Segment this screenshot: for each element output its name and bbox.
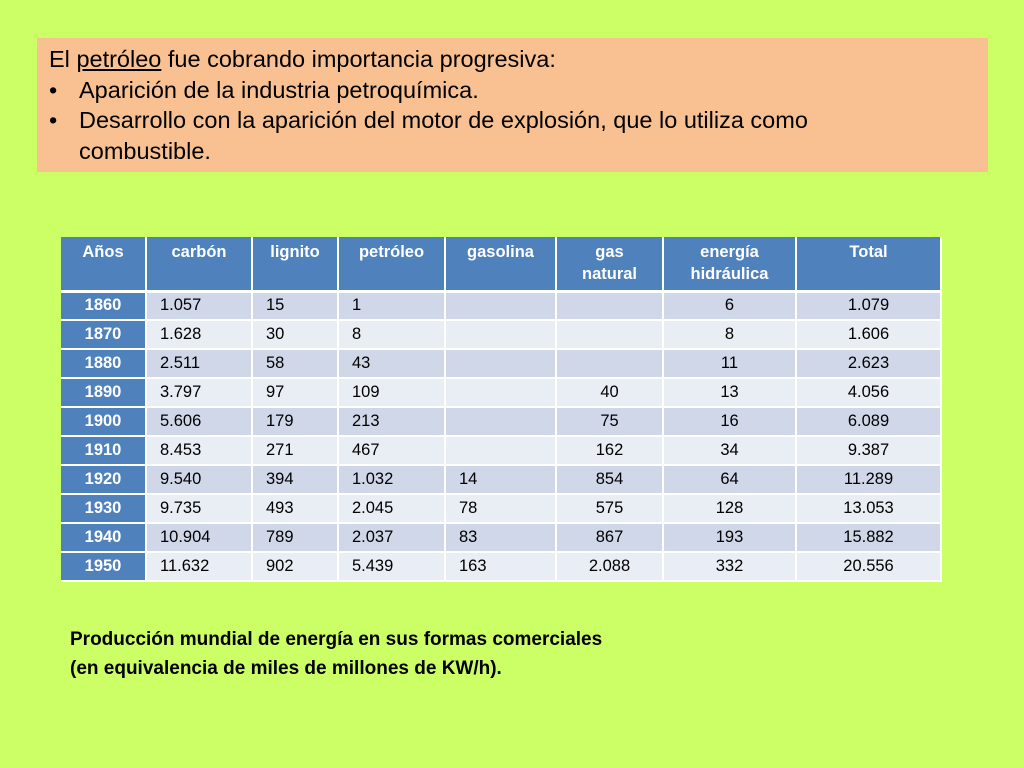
table-cell xyxy=(556,349,663,378)
year-cell: 1880 xyxy=(61,349,146,378)
table-cell: 58 xyxy=(252,349,338,378)
table-cell: 6 xyxy=(663,291,796,320)
bullet-text-line1: Desarrollo con la aparición del motor de explosión, que lo utiliza como xyxy=(79,107,808,133)
table-cell: 854 xyxy=(556,465,663,494)
table-row xyxy=(61,407,941,436)
table-cell: 789 xyxy=(252,523,338,552)
year-cell: 1920 xyxy=(61,465,146,494)
energy-production-table xyxy=(61,237,942,582)
intro-suffix: fue cobrando importancia progresiva: xyxy=(161,46,556,72)
table-cell: 179 xyxy=(252,407,338,436)
year-cell: 1870 xyxy=(61,320,146,349)
table-cell xyxy=(445,320,556,349)
table-row xyxy=(61,494,941,523)
table-row xyxy=(61,552,941,581)
table-cell: 2.511 xyxy=(146,349,252,378)
year-cell: 1930 xyxy=(61,494,146,523)
table-cell: 271 xyxy=(252,436,338,465)
table-cell: 5.606 xyxy=(146,407,252,436)
table-cell: 40 xyxy=(556,378,663,407)
table-cell: 867 xyxy=(556,523,663,552)
table-cell: 128 xyxy=(663,494,796,523)
column-header: gasolina xyxy=(445,237,556,291)
table-cell: 20.556 xyxy=(796,552,941,581)
column-header: carbón xyxy=(146,237,252,291)
bullet-text-line2: combustible. xyxy=(79,137,211,164)
table-row xyxy=(61,349,941,378)
table-cell: 467 xyxy=(338,436,445,465)
table-row xyxy=(61,436,941,465)
table-cell: 64 xyxy=(663,465,796,494)
table-cell: 83 xyxy=(445,523,556,552)
table-cell: 11.289 xyxy=(796,465,941,494)
column-header: energía hidráulica xyxy=(663,237,796,291)
year-cell: 1890 xyxy=(61,378,146,407)
table-cell: 9.540 xyxy=(146,465,252,494)
table-cell: 1.628 xyxy=(146,320,252,349)
table-cell: 332 xyxy=(663,552,796,581)
table-caption xyxy=(70,625,602,683)
table-cell: 75 xyxy=(556,407,663,436)
table-cell: 2.623 xyxy=(796,349,941,378)
year-cell: 1950 xyxy=(61,552,146,581)
table-cell: 78 xyxy=(445,494,556,523)
year-cell: 1860 xyxy=(61,291,146,320)
bullet-item-2 xyxy=(49,105,978,166)
table-cell: 10.904 xyxy=(146,523,252,552)
caption-line1: Producción mundial de energía en sus formas comerciales xyxy=(70,629,603,650)
intro-prefix: El xyxy=(49,46,77,72)
table-row xyxy=(61,291,941,320)
table-cell: 4.056 xyxy=(796,378,941,407)
bullet-text: Aparición de la industria petroquímica. xyxy=(79,76,479,103)
table-cell: 8 xyxy=(663,320,796,349)
table-cell: 109 xyxy=(338,378,445,407)
table-cell: 575 xyxy=(556,494,663,523)
intro-keyword: petróleo xyxy=(76,46,162,72)
caption-line2: (en equivalencia de miles de millones de KW/h). xyxy=(70,658,502,679)
table-cell: 15 xyxy=(252,291,338,320)
table-cell: 394 xyxy=(252,465,338,494)
table-cell: 162 xyxy=(556,436,663,465)
table-cell: 34 xyxy=(663,436,796,465)
table-cell: 9.735 xyxy=(146,494,252,523)
table-cell: 2.088 xyxy=(556,552,663,581)
bullet-dot: • xyxy=(49,76,58,103)
table-cell: 5.439 xyxy=(338,552,445,581)
table-cell xyxy=(556,291,663,320)
year-cell: 1900 xyxy=(61,407,146,436)
table-cell: 1.032 xyxy=(338,465,445,494)
table-cell xyxy=(445,436,556,465)
column-header: gas natural xyxy=(556,237,663,291)
table-row xyxy=(61,523,941,552)
intro-text-box xyxy=(37,38,988,172)
table-cell xyxy=(445,407,556,436)
table-cell: 193 xyxy=(663,523,796,552)
column-header: lignito xyxy=(252,237,338,291)
year-cell: 1910 xyxy=(61,436,146,465)
table-cell xyxy=(556,320,663,349)
column-header: Total xyxy=(796,237,941,291)
table-cell: 1.057 xyxy=(146,291,252,320)
intro-line xyxy=(49,44,978,75)
table-cell: 213 xyxy=(338,407,445,436)
table-row xyxy=(61,320,941,349)
table-cell: 13 xyxy=(663,378,796,407)
table-cell: 3.797 xyxy=(146,378,252,407)
table-cell: 11.632 xyxy=(146,552,252,581)
table-cell: 13.053 xyxy=(796,494,941,523)
table-cell: 14 xyxy=(445,465,556,494)
table-cell: 493 xyxy=(252,494,338,523)
table-cell: 1.079 xyxy=(796,291,941,320)
table-cell: 902 xyxy=(252,552,338,581)
table-cell xyxy=(445,378,556,407)
bullet-dot: • xyxy=(49,107,58,133)
table-body xyxy=(61,291,941,581)
table-cell: 1.606 xyxy=(796,320,941,349)
table-cell: 163 xyxy=(445,552,556,581)
table-cell: 15.882 xyxy=(796,523,941,552)
table-cell: 16 xyxy=(663,407,796,436)
table-cell xyxy=(445,349,556,378)
table-cell xyxy=(445,291,556,320)
table-cell: 97 xyxy=(252,378,338,407)
table-cell: 30 xyxy=(252,320,338,349)
table-cell: 1 xyxy=(338,291,445,320)
table-cell: 8.453 xyxy=(146,436,252,465)
column-header: Años xyxy=(61,237,146,291)
table-cell: 9.387 xyxy=(796,436,941,465)
column-header: petróleo xyxy=(338,237,445,291)
table-row xyxy=(61,465,941,494)
bullet-item-1 xyxy=(49,75,978,106)
table-cell: 11 xyxy=(663,349,796,378)
table-header-row xyxy=(61,237,941,291)
table-cell: 43 xyxy=(338,349,445,378)
table-cell: 2.045 xyxy=(338,494,445,523)
table-cell: 6.089 xyxy=(796,407,941,436)
table-cell: 8 xyxy=(338,320,445,349)
year-cell: 1940 xyxy=(61,523,146,552)
table-row xyxy=(61,378,941,407)
table-cell: 2.037 xyxy=(338,523,445,552)
